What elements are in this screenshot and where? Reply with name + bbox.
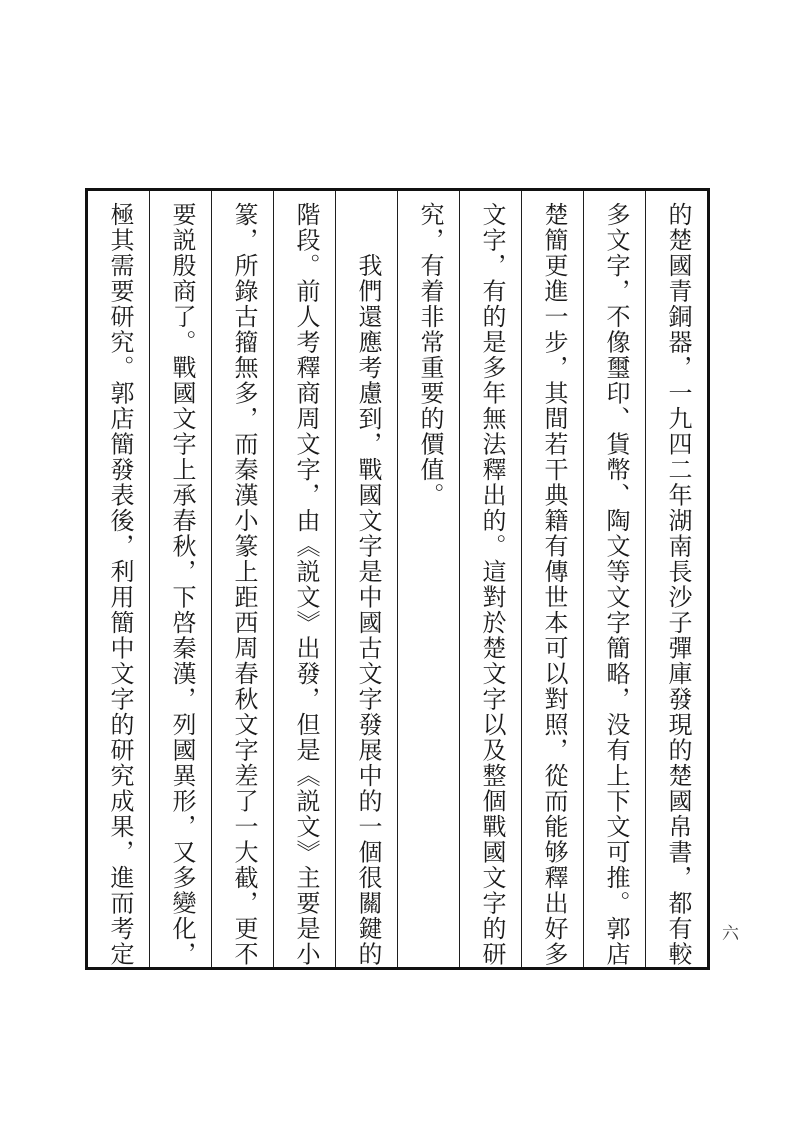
text-column: 文字，有的是多年無法釋出的。這對於楚文字以及整個戰國文字的研 — [459, 191, 521, 967]
text-column: 篆，所錄古籀無多，而秦漢小篆上距西周春秋文字差了一大截，更不 — [211, 191, 273, 967]
text-column: 多文字，不像璽印、貨幣、陶文等文字簡略，没有上下文可推。郭店 — [583, 191, 645, 967]
text-column: 究，有着非常重要的價值。 — [397, 191, 459, 967]
text-column: 要説殷商了。戰國文字上承春秋，下啓秦漢，列國異形，又多變化， — [149, 191, 211, 967]
text-column: 階段。前人考釋商周文字，由《説文》出發，但是《説文》主要是小 — [273, 191, 335, 967]
text-column: 楚簡更進一步，其間若干典籍有傳世本可以對照，從而能够釋出好多 — [521, 191, 583, 967]
page-number: 六 — [722, 924, 739, 943]
text-column: 的楚國青銅器，一九四二年湖南長沙子彈庫發現的楚國帛書，都有較 — [645, 191, 707, 967]
text-column: 我們還應考慮到，戰國文字是中國古文字發展中的一個很關鍵的 — [335, 191, 397, 967]
text-column: 極其需要研究。郭店簡發表後，利用簡中文字的研究成果，進而考定 — [106, 202, 132, 967]
text-frame — [85, 188, 710, 970]
